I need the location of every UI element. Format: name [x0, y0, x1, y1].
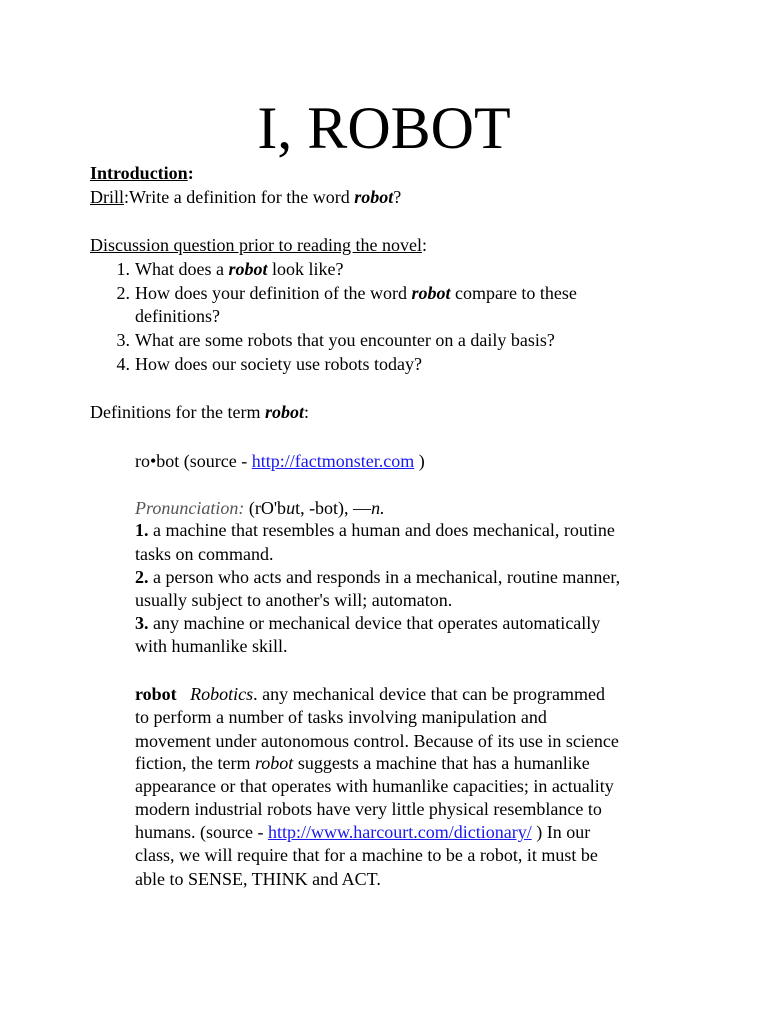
definition-text: a person who acts and responds in a mechanical, routine manner, — [148, 567, 621, 587]
question-item — [106, 258, 343, 282]
definition-continuation: with humanlike skill. — [135, 636, 288, 656]
definitions-heading-emph: robot — [264, 402, 304, 422]
definitions-heading — [90, 401, 309, 425]
drill-label: Drill — [90, 187, 124, 207]
question-text: What are some robots that you encounter on a daily basis? — [135, 330, 555, 350]
robotics-paragraph-line: class, we will require that for a machine to be a robot, it must be — [135, 845, 598, 865]
robotics-field-label: Robotics — [190, 684, 254, 704]
robotics-text: fiction, the term — [135, 753, 255, 773]
page-title: I, ROBOT — [257, 95, 511, 161]
definition-text: any machine or mechanical device that operates automatically — [148, 613, 601, 633]
robotics-paragraph-line: able to SENSE, THINK and ACT. — [135, 869, 381, 889]
introduction-heading — [90, 162, 194, 186]
question-emph: robot — [228, 259, 268, 279]
pronunciation-value: (rO'b — [244, 498, 287, 518]
question-emph: robot — [411, 283, 451, 303]
robotics-headword: robot — [135, 684, 177, 704]
robotics-paragraph-line — [135, 821, 590, 845]
definitions-heading-text: Definitions for the term — [90, 402, 265, 422]
definition-number: 1. — [135, 520, 149, 540]
definition-number: 3. — [135, 613, 149, 633]
introduction-colon: : — [187, 163, 194, 183]
definition-item — [135, 612, 695, 636]
source-prefix: ro•bot (source - — [135, 451, 252, 471]
question-number: 2. — [116, 283, 130, 303]
pronunciation-label: Pronunciation: — [135, 498, 245, 518]
question-text: How does our society use robots today? — [135, 354, 422, 374]
discussion-colon: : — [421, 235, 427, 255]
definition-number: 2. — [135, 567, 149, 587]
robotics-paragraph-line: to perform a number of tasks involving manipulation and — [135, 707, 547, 727]
definitions-heading-colon: : — [303, 402, 309, 422]
introduction-label: Introduction — [90, 163, 188, 183]
harcourt-link[interactable]: http://www.harcourt.com/dictionary/ — [267, 822, 532, 842]
pronunciation-line — [135, 497, 385, 521]
factmonster-link[interactable]: http://factmonster.com — [251, 451, 415, 471]
question-item — [106, 282, 577, 306]
question-number: 4. — [116, 354, 130, 374]
drill-emph: robot — [354, 187, 394, 207]
discussion-heading — [90, 234, 427, 258]
robotics-emph: robot — [254, 753, 294, 773]
discussion-label: Discussion question prior to reading the novel — [90, 235, 422, 255]
question-number: 3. — [116, 330, 130, 350]
robotics-paragraph-line — [135, 752, 590, 776]
robotics-paragraph-line: modern industrial robots have very little physical resemblance to — [135, 799, 602, 819]
definition-continuation: usually subject to another's will; automaton. — [135, 590, 453, 610]
drill-line — [90, 186, 401, 210]
definition-continuation: tasks on command. — [135, 544, 274, 564]
question-number: 1. — [116, 259, 130, 279]
drill-text: :Write a definition for the word — [124, 187, 355, 207]
question-continuation: definitions? — [135, 306, 220, 326]
question-text: What does a — [135, 259, 229, 279]
robotics-text: humans. (source - — [135, 822, 268, 842]
question-item — [106, 329, 555, 353]
source-line — [135, 450, 425, 474]
pronunciation-schwa: u — [286, 498, 296, 518]
robotics-paragraph-line — [135, 683, 605, 707]
robotics-paragraph-line: movement under autonomous control. Because of its use in science — [135, 731, 619, 751]
definition-item — [135, 519, 695, 543]
robotics-paragraph-line: appearance or that operates with humanlike capacities; in actuality — [135, 776, 614, 796]
question-item — [106, 353, 422, 377]
question-text-end: look like? — [267, 259, 344, 279]
pronunciation-value-end: t, -bot), — — [295, 498, 372, 518]
robotics-text: . any mechanical device that can be programmed — [253, 684, 606, 704]
robotics-text-end: suggests a machine that has a humanlike — [293, 753, 590, 773]
source-suffix: ) — [414, 451, 425, 471]
definition-text: a machine that resembles a human and does mechanical, routine — [148, 520, 615, 540]
definition-item — [135, 566, 695, 590]
question-text: How does your definition of the word — [135, 283, 412, 303]
robotics-text-end: ) In our — [531, 822, 591, 842]
question-text-end: compare to these — [450, 283, 577, 303]
part-of-speech: n. — [371, 498, 385, 518]
drill-end: ? — [393, 187, 402, 207]
